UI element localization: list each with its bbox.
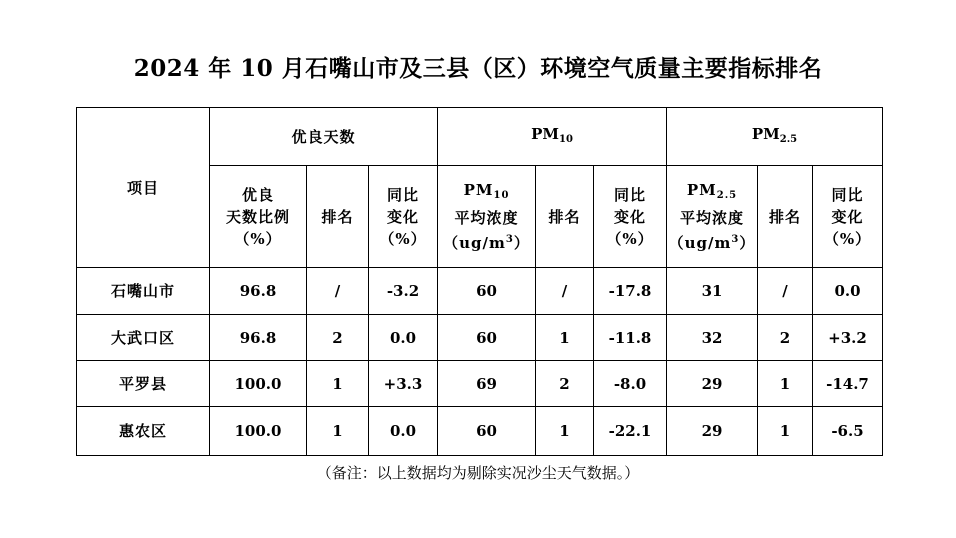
good-rank-cell: 2: [307, 315, 369, 361]
pm10-yoy-header: 同比 变化 （%）: [594, 166, 667, 268]
pm10-rank-cell: 2: [536, 361, 594, 407]
item-header: 项目: [77, 108, 210, 268]
pm10-avg-cell: 60: [438, 315, 536, 361]
pm25-yoy-cell: +3.2: [813, 315, 883, 361]
pm25-rank-cell: 1: [758, 361, 813, 407]
good-ratio-header: 优良 天数比例 （%）: [210, 166, 307, 268]
air-quality-ranking-table: [76, 107, 883, 456]
row-name: 惠农区: [77, 407, 210, 456]
table-note: （备注：以上数据均为剔除实况沙尘天气数据。）: [316, 464, 640, 482]
good-yoy-cell: 0.0: [369, 407, 438, 456]
row-name: 石嘴山市: [77, 268, 210, 315]
pm10-rank-cell: 1: [536, 407, 594, 456]
pm25-yoy-header: 同比 变化 （%）: [813, 166, 883, 268]
pm25-rank-cell: 1: [758, 407, 813, 456]
good-rank-cell: 1: [307, 407, 369, 456]
pm10-yoy-cell: -8.0: [594, 361, 667, 407]
good-rank-cell: /: [307, 268, 369, 315]
pm25-avg-cell: 29: [667, 361, 758, 407]
page-title: 2024 年 10 月石嘴山市及三县（区）环境空气质量主要指标排名: [133, 55, 823, 82]
good-yoy-header: 同比 变化 （%）: [369, 166, 438, 268]
pm10-yoy-cell: -11.8: [594, 315, 667, 361]
pm10-yoy-cell: -22.1: [594, 407, 667, 456]
good-yoy-cell: 0.0: [369, 315, 438, 361]
pm25-avg-header: $PM_{2.5}$ 平均浓度 $(ug/m^3)$: [667, 166, 758, 268]
pm10-avg-cell: 60: [438, 268, 536, 315]
pm10-avg-cell: 60: [438, 407, 536, 456]
pm25-group-header: $PM_{2.5}$: [667, 108, 883, 166]
pm25-avg-cell: 29: [667, 407, 758, 456]
good-ratio-cell: 96.8: [210, 315, 307, 361]
table-row: [77, 407, 883, 456]
row-name: 大武口区: [77, 315, 210, 361]
pm10-rank-header: 排名: [536, 166, 594, 268]
pm10-avg-header: $PM_{10}$ 平均浓度 $(ug/m^3)$: [438, 166, 536, 268]
pm10-rank-cell: 1: [536, 315, 594, 361]
good-rank-cell: 1: [307, 361, 369, 407]
pm25-yoy-cell: 0.0: [813, 268, 883, 315]
pm25-rank-header: 排名: [758, 166, 813, 268]
pm10-avg-cell: 69: [438, 361, 536, 407]
header-row-groups: [77, 108, 883, 166]
good-rank-header: 排名: [307, 166, 369, 268]
pm25-avg-cell: 32: [667, 315, 758, 361]
good-yoy-cell: -3.2: [369, 268, 438, 315]
table-row: [77, 361, 883, 407]
pm25-yoy-cell: -6.5: [813, 407, 883, 456]
good-days-group-header: 优良天数: [210, 108, 438, 166]
good-ratio-cell: 100.0: [210, 361, 307, 407]
pm10-yoy-cell: -17.8: [594, 268, 667, 315]
pm10-group-header: $PM_{10}$: [438, 108, 667, 166]
pm25-yoy-cell: -14.7: [813, 361, 883, 407]
table-row: [77, 268, 883, 315]
good-ratio-cell: 96.8: [210, 268, 307, 315]
good-yoy-cell: +3.3: [369, 361, 438, 407]
pm25-rank-cell: 2: [758, 315, 813, 361]
pm10-rank-cell: /: [536, 268, 594, 315]
table-row: [77, 315, 883, 361]
row-name: 平罗县: [77, 361, 210, 407]
pm25-rank-cell: /: [758, 268, 813, 315]
pm25-avg-cell: 31: [667, 268, 758, 315]
good-ratio-cell: 100.0: [210, 407, 307, 456]
